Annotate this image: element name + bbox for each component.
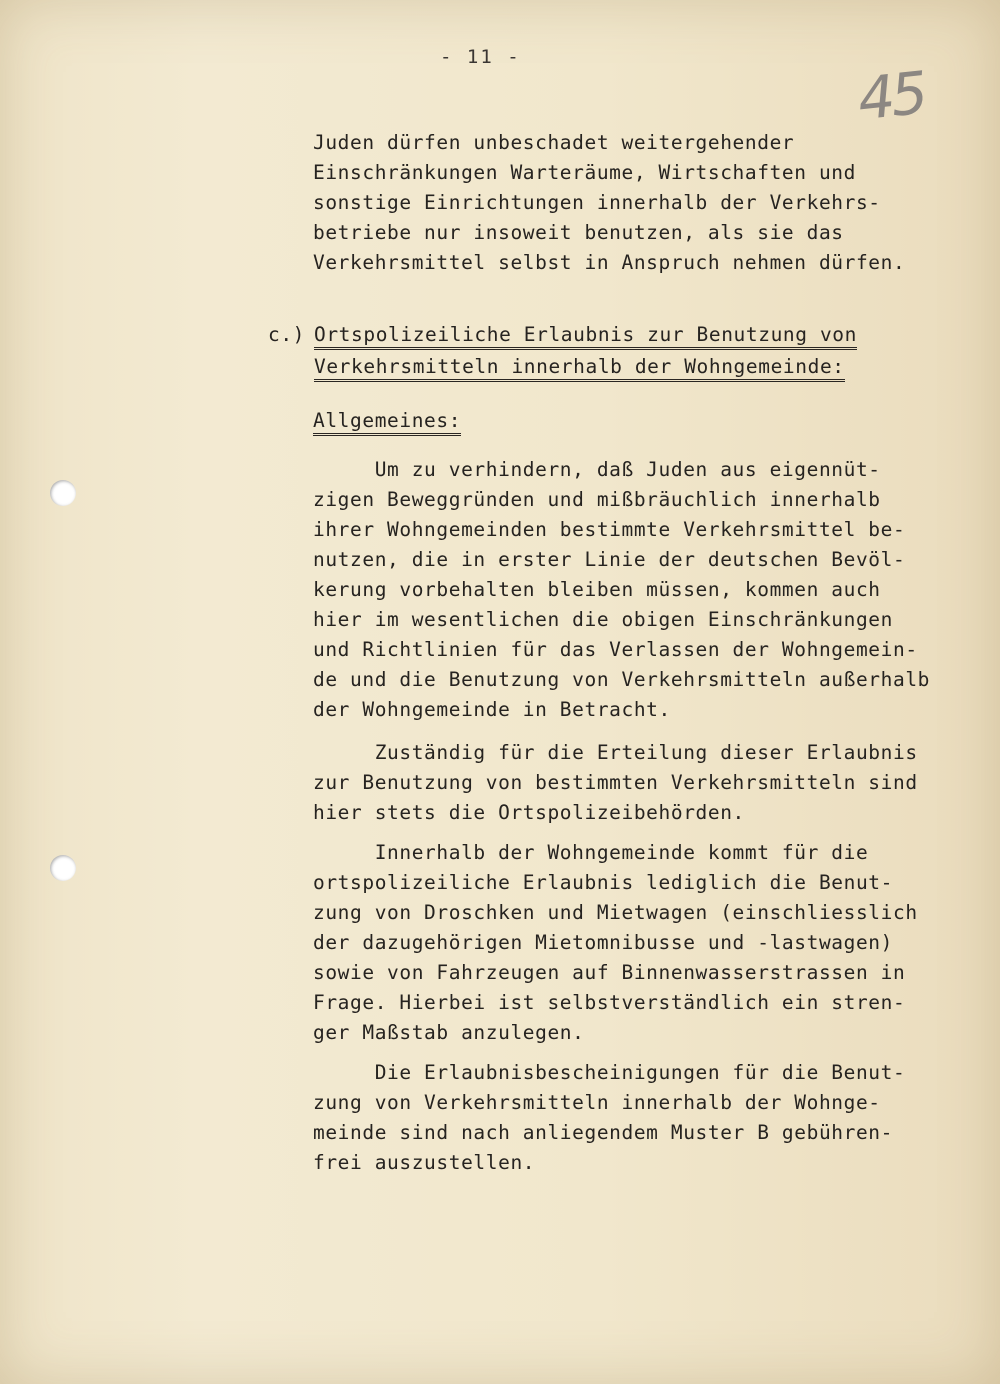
- page-number: - 11 -: [440, 46, 521, 68]
- section-c-heading: [268, 320, 857, 382]
- paragraph-5: [313, 1058, 905, 1178]
- heading-line: Ortspolizeiliche Erlaubnis zur Benutzung von: [314, 323, 857, 350]
- text-line: [268, 320, 857, 350]
- text-line: Innerhalb der Wohngemeinde kommt für die: [313, 841, 869, 864]
- text-line: sonstige Einrichtungen innerhalb der Verkehrs-: [313, 191, 881, 214]
- text-line: zigen Beweggründen und mißbräuchlich innerhalb: [313, 488, 881, 511]
- text-line: zung von Verkehrsmitteln innerhalb der Wohnge-: [313, 1091, 881, 1114]
- text-line: nutzen, die in erster Linie der deutschen Bevöl-: [313, 548, 906, 571]
- text-line: zung von Droschken und Mietwagen (einschliesslich: [313, 901, 918, 924]
- text-line: sowie von Fahrzeugen auf Binnenwasserstrassen in: [313, 961, 906, 984]
- subheading-text: Allgemeines:: [313, 409, 461, 436]
- paragraph-3: [313, 738, 918, 828]
- punch-hole: [50, 480, 76, 506]
- text-line: der Wohngemeinde in Betracht.: [313, 698, 671, 721]
- text-line: Die Erlaubnisbescheinigungen für die Benut-: [313, 1061, 906, 1084]
- text-line: kerung vorbehalten bleiben müssen, kommen auch: [313, 578, 881, 601]
- paragraph-1: [313, 128, 905, 278]
- text-line: Zuständig für die Erteilung dieser Erlaubnis: [313, 741, 918, 764]
- paragraph-4: [313, 838, 918, 1048]
- text-line: meinde sind nach anliegendem Muster B gebühren-: [313, 1121, 893, 1144]
- heading-line: Verkehrsmitteln innerhalb der Wohngemeinde:: [314, 355, 845, 382]
- text-line: frei auszustellen.: [313, 1151, 536, 1174]
- text-line: ger Maßstab anzulegen.: [313, 1021, 585, 1044]
- text-line: [268, 352, 857, 382]
- text-line: Um zu verhindern, daß Juden aus eigennüt-: [313, 458, 881, 481]
- paragraph-2: [313, 455, 930, 725]
- text-line: Verkehrsmittel selbst in Anspruch nehmen dürfen.: [313, 251, 906, 274]
- text-line: hier im wesentlichen die obigen Einschränkungen: [313, 608, 893, 631]
- section-marker: c.): [268, 323, 306, 346]
- text-line: der dazugehörigen Mietomnibusse und -lastwagen): [313, 931, 893, 954]
- punch-hole: [50, 855, 76, 881]
- text-line: de und die Benutzung von Verkehrsmitteln außerhalb: [313, 668, 930, 691]
- text-line: ortspolizeiliche Erlaubnis lediglich die Benut-: [313, 871, 893, 894]
- text-line: hier stets die Ortspolizeibehörden.: [313, 801, 745, 824]
- text-line: Einschränkungen Warteräume, Wirtschaften und: [313, 161, 856, 184]
- text-line: zur Benutzung von bestimmten Verkehrsmitteln sind: [313, 771, 918, 794]
- handwritten-folio-number: 45: [854, 58, 928, 134]
- text-line: betriebe nur insoweit benutzen, als sie das: [313, 221, 844, 244]
- text-line: Frage. Hierbei ist selbstverständlich ein stren-: [313, 991, 906, 1014]
- text-line: Juden dürfen unbeschadet weitergehender: [313, 131, 795, 154]
- text-line: und Richtlinien für das Verlassen der Wohngemein-: [313, 638, 918, 661]
- text-line: ihrer Wohngemeinden bestimmte Verkehrsmittel be-: [313, 518, 906, 541]
- subheading: [313, 406, 461, 436]
